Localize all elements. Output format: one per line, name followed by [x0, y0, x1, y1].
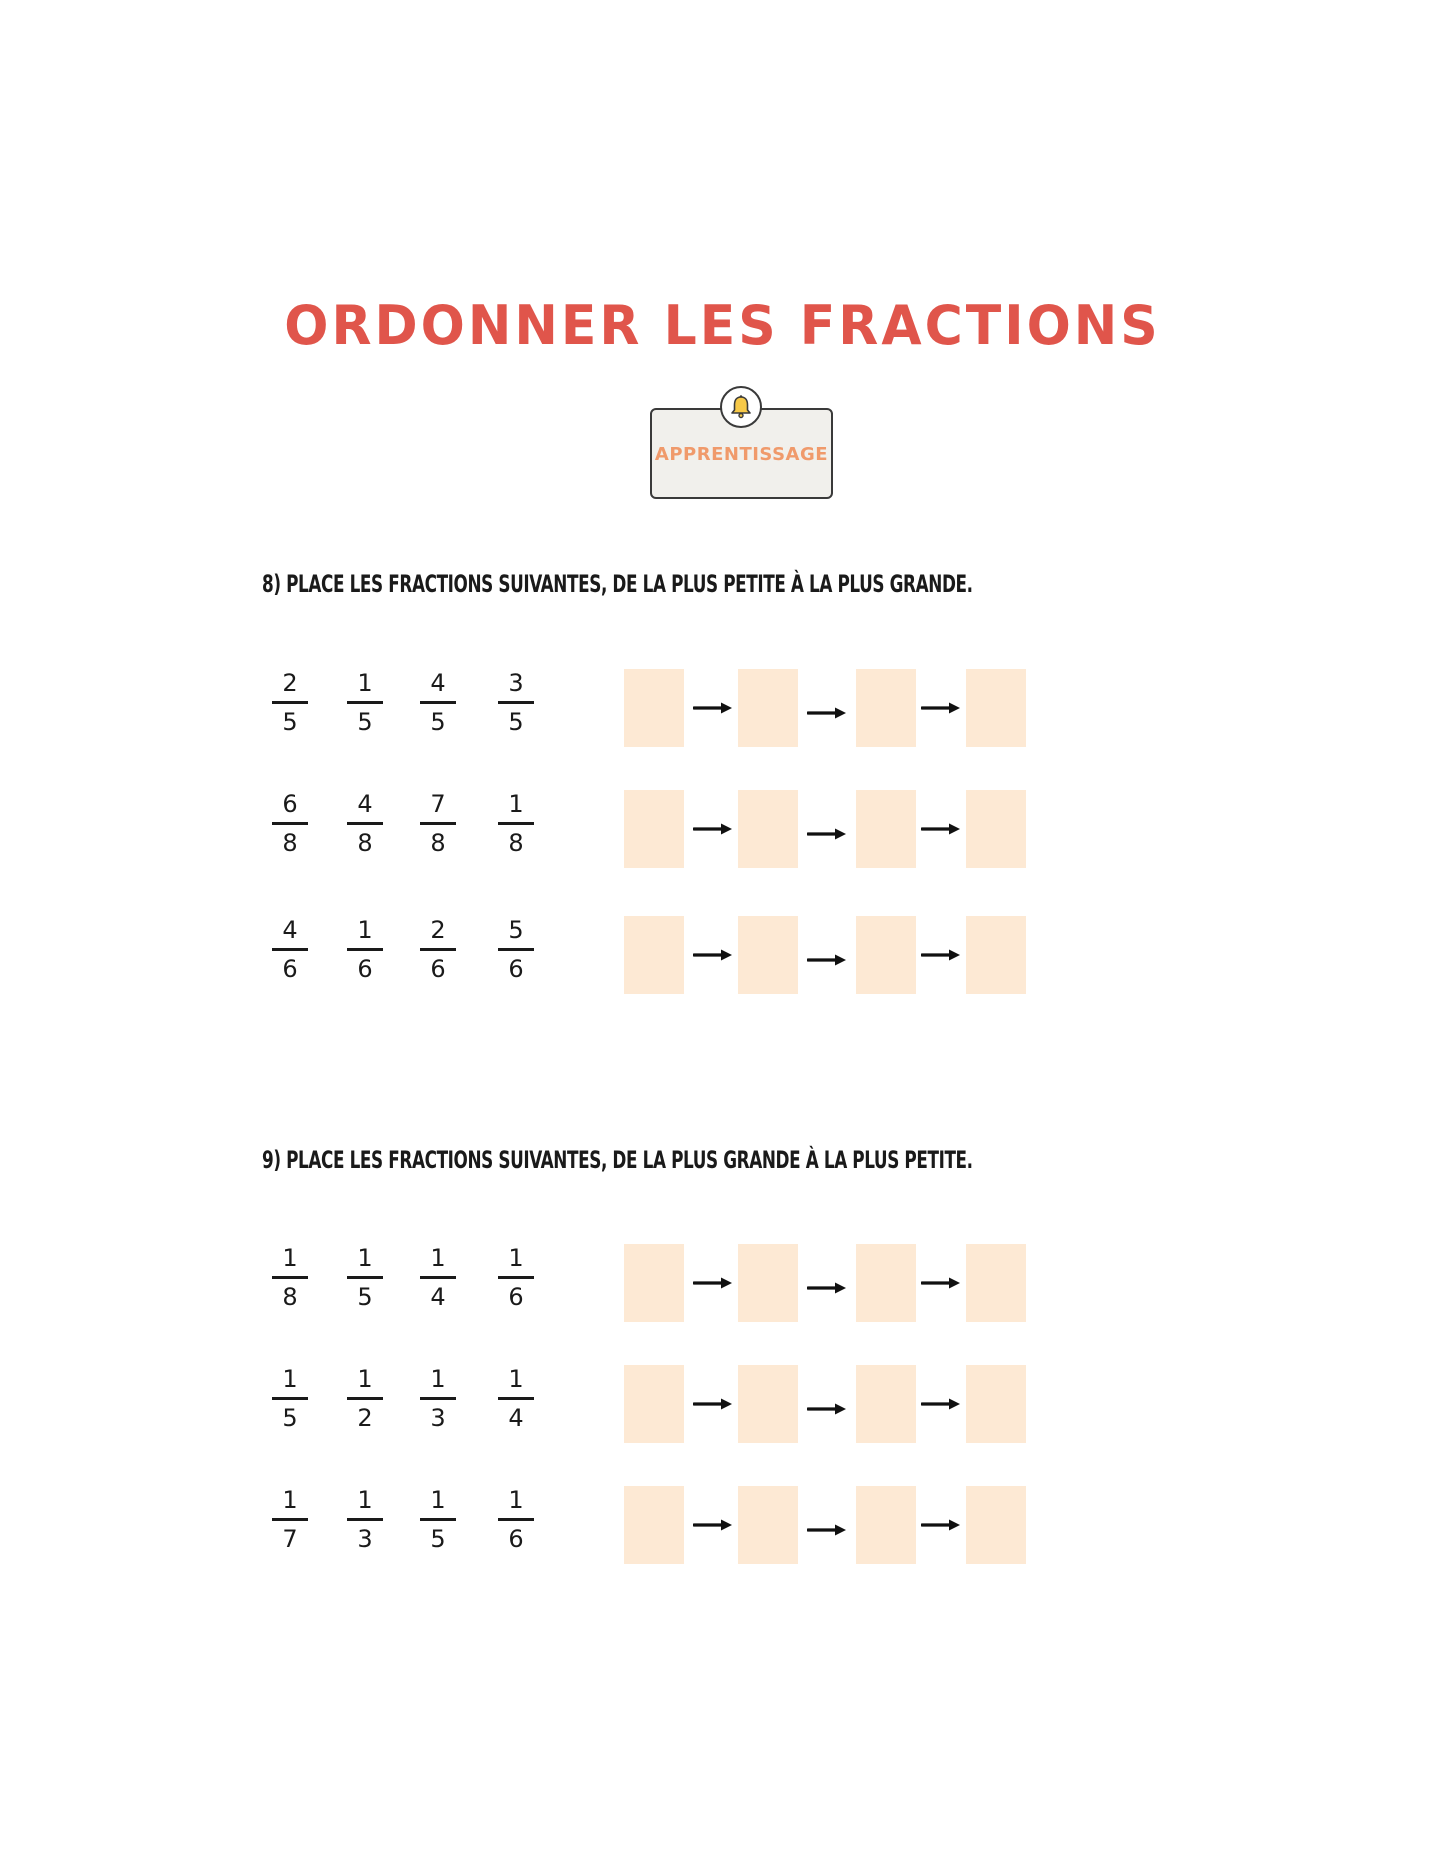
- fraction: [270, 1486, 310, 1555]
- fraction-numerator: 1: [357, 1244, 373, 1272]
- fraction-denominator: 5: [508, 708, 524, 736]
- arrow-right-icon: [807, 705, 847, 719]
- fraction-bar: [272, 948, 308, 951]
- fraction-denominator: 6: [430, 955, 446, 983]
- fraction-numerator: 4: [282, 916, 298, 944]
- fraction: [418, 1486, 458, 1555]
- fraction-denominator: 8: [357, 829, 373, 857]
- fraction-denominator: 3: [430, 1404, 446, 1432]
- fraction: [345, 1365, 385, 1434]
- fraction: [496, 669, 536, 738]
- answer-box[interactable]: [856, 1244, 916, 1322]
- arrow-right-icon: [807, 1401, 847, 1415]
- fraction: [496, 1486, 536, 1555]
- fraction-bar: [420, 1276, 456, 1279]
- fraction-bar: [420, 948, 456, 951]
- fraction-numerator: 2: [430, 916, 446, 944]
- arrow-right-icon: [807, 1280, 847, 1294]
- fraction-denominator: 8: [282, 1283, 298, 1311]
- fraction-numerator: 1: [357, 1486, 373, 1514]
- fraction: [345, 790, 385, 859]
- fraction-bar: [347, 1397, 383, 1400]
- fraction-denominator: 3: [357, 1525, 373, 1553]
- fraction-bar: [498, 1397, 534, 1400]
- answer-box[interactable]: [624, 669, 684, 747]
- arrow-right-icon: [693, 700, 733, 714]
- arrow-right-icon: [807, 826, 847, 840]
- fraction-bar: [347, 822, 383, 825]
- arrow-right-icon: [693, 1396, 733, 1410]
- answer-box[interactable]: [624, 1365, 684, 1443]
- fraction-numerator: 2: [282, 669, 298, 697]
- answer-box[interactable]: [856, 1365, 916, 1443]
- fraction-bar: [272, 1397, 308, 1400]
- fraction-bar: [420, 701, 456, 704]
- fraction-row: [0, 790, 1445, 870]
- fraction-bar: [498, 822, 534, 825]
- fraction-denominator: 5: [282, 1404, 298, 1432]
- fraction: [496, 916, 536, 985]
- exercise-9-instruction: 9) PLACE LES FRACTIONS SUIVANTES, DE LA PLUS GRANDE À LA PLUS PETITE.: [262, 1146, 973, 1174]
- fraction-bar: [420, 1518, 456, 1521]
- fraction: [418, 1365, 458, 1434]
- fraction-row: [0, 1486, 1445, 1566]
- fraction-denominator: 4: [508, 1404, 524, 1432]
- fraction: [345, 1244, 385, 1313]
- fraction: [418, 1244, 458, 1313]
- fraction-row: [0, 1244, 1445, 1324]
- fraction-row: [0, 669, 1445, 749]
- fraction-bar: [420, 1397, 456, 1400]
- badge-label: APPRENTISSAGE: [654, 444, 829, 465]
- fraction-denominator: 5: [357, 1283, 373, 1311]
- fraction-bar: [272, 822, 308, 825]
- fraction-denominator: 6: [357, 955, 373, 983]
- fraction-bar: [420, 822, 456, 825]
- fraction-numerator: 1: [508, 1486, 524, 1514]
- answer-box[interactable]: [856, 790, 916, 868]
- fraction: [345, 916, 385, 985]
- fraction-denominator: 5: [430, 708, 446, 736]
- fraction-numerator: 7: [430, 790, 446, 818]
- fraction: [270, 916, 310, 985]
- fraction: [345, 669, 385, 738]
- fraction-denominator: 6: [508, 1283, 524, 1311]
- fraction: [418, 790, 458, 859]
- fraction-denominator: 8: [508, 829, 524, 857]
- fraction-numerator: 5: [508, 916, 524, 944]
- arrow-right-icon: [921, 700, 961, 714]
- answer-box[interactable]: [966, 1244, 1026, 1322]
- fraction-denominator: 2: [357, 1404, 373, 1432]
- fraction: [496, 790, 536, 859]
- fraction: [345, 1486, 385, 1555]
- arrow-right-icon: [807, 1522, 847, 1536]
- fraction-numerator: 1: [282, 1365, 298, 1393]
- fraction: [418, 916, 458, 985]
- answer-box[interactable]: [738, 1365, 798, 1443]
- arrow-right-icon: [807, 952, 847, 966]
- fraction-denominator: 6: [508, 955, 524, 983]
- answer-box[interactable]: [738, 1486, 798, 1564]
- fraction-row: [0, 1365, 1445, 1445]
- fraction-bar: [347, 1276, 383, 1279]
- fraction-numerator: 1: [282, 1244, 298, 1272]
- fraction-bar: [272, 1518, 308, 1521]
- arrow-right-icon: [693, 1275, 733, 1289]
- fraction-numerator: 1: [430, 1244, 446, 1272]
- fraction-numerator: 1: [357, 916, 373, 944]
- fraction: [496, 1244, 536, 1313]
- fraction-denominator: 6: [508, 1525, 524, 1553]
- arrow-right-icon: [693, 1517, 733, 1531]
- arrow-right-icon: [693, 821, 733, 835]
- fraction-numerator: 4: [357, 790, 373, 818]
- arrow-right-icon: [921, 821, 961, 835]
- answer-box[interactable]: [738, 669, 798, 747]
- fraction-bar: [498, 1276, 534, 1279]
- fraction-numerator: 4: [430, 669, 446, 697]
- exercise-8-instruction: 8) PLACE LES FRACTIONS SUIVANTES, DE LA PLUS PETITE À LA PLUS GRANDE.: [262, 570, 973, 598]
- fraction: [270, 1244, 310, 1313]
- arrow-right-icon: [693, 947, 733, 961]
- answer-box[interactable]: [624, 1486, 684, 1564]
- fraction: [418, 669, 458, 738]
- fraction-numerator: 1: [357, 1365, 373, 1393]
- arrow-right-icon: [921, 947, 961, 961]
- answer-box[interactable]: [856, 916, 916, 994]
- fraction-numerator: 1: [508, 1365, 524, 1393]
- fraction: [496, 1365, 536, 1434]
- arrow-right-icon: [921, 1396, 961, 1410]
- answer-box[interactable]: [738, 916, 798, 994]
- answer-box[interactable]: [966, 916, 1026, 994]
- fraction-denominator: 5: [282, 708, 298, 736]
- fraction-numerator: 1: [508, 1244, 524, 1272]
- fraction: [270, 669, 310, 738]
- fraction-bar: [272, 701, 308, 704]
- fraction-denominator: 5: [430, 1525, 446, 1553]
- fraction-bar: [498, 701, 534, 704]
- fraction: [270, 790, 310, 859]
- answer-box[interactable]: [624, 1244, 684, 1322]
- fraction-numerator: 1: [282, 1486, 298, 1514]
- fraction-bar: [347, 948, 383, 951]
- arrow-right-icon: [921, 1275, 961, 1289]
- fraction-bar: [347, 701, 383, 704]
- fraction-denominator: 5: [357, 708, 373, 736]
- fraction-numerator: 1: [357, 669, 373, 697]
- fraction-bar: [347, 1518, 383, 1521]
- fraction-numerator: 1: [508, 790, 524, 818]
- fraction-denominator: 8: [282, 829, 298, 857]
- answer-box[interactable]: [856, 1486, 916, 1564]
- arrow-right-icon: [921, 1517, 961, 1531]
- answer-box[interactable]: [856, 669, 916, 747]
- bell-icon: [720, 386, 762, 428]
- answer-box[interactable]: [624, 916, 684, 994]
- answer-box[interactable]: [738, 790, 798, 868]
- fraction-denominator: 4: [430, 1283, 446, 1311]
- fraction-numerator: 3: [508, 669, 524, 697]
- fraction-denominator: 7: [282, 1525, 298, 1553]
- fraction-denominator: 6: [282, 955, 298, 983]
- answer-box[interactable]: [966, 1365, 1026, 1443]
- answer-box[interactable]: [966, 669, 1026, 747]
- fraction-numerator: 1: [430, 1365, 446, 1393]
- fraction-numerator: 6: [282, 790, 298, 818]
- fraction-denominator: 8: [430, 829, 446, 857]
- page-title: ORDONNER LES FRACTIONS: [284, 294, 1161, 358]
- fraction-bar: [498, 948, 534, 951]
- answer-box[interactable]: [624, 790, 684, 868]
- fraction-bar: [272, 1276, 308, 1279]
- answer-box[interactable]: [738, 1244, 798, 1322]
- answer-box[interactable]: [966, 1486, 1026, 1564]
- fraction: [270, 1365, 310, 1434]
- fraction-row: [0, 916, 1445, 996]
- fraction-numerator: 1: [430, 1486, 446, 1514]
- answer-box[interactable]: [966, 790, 1026, 868]
- fraction-bar: [498, 1518, 534, 1521]
